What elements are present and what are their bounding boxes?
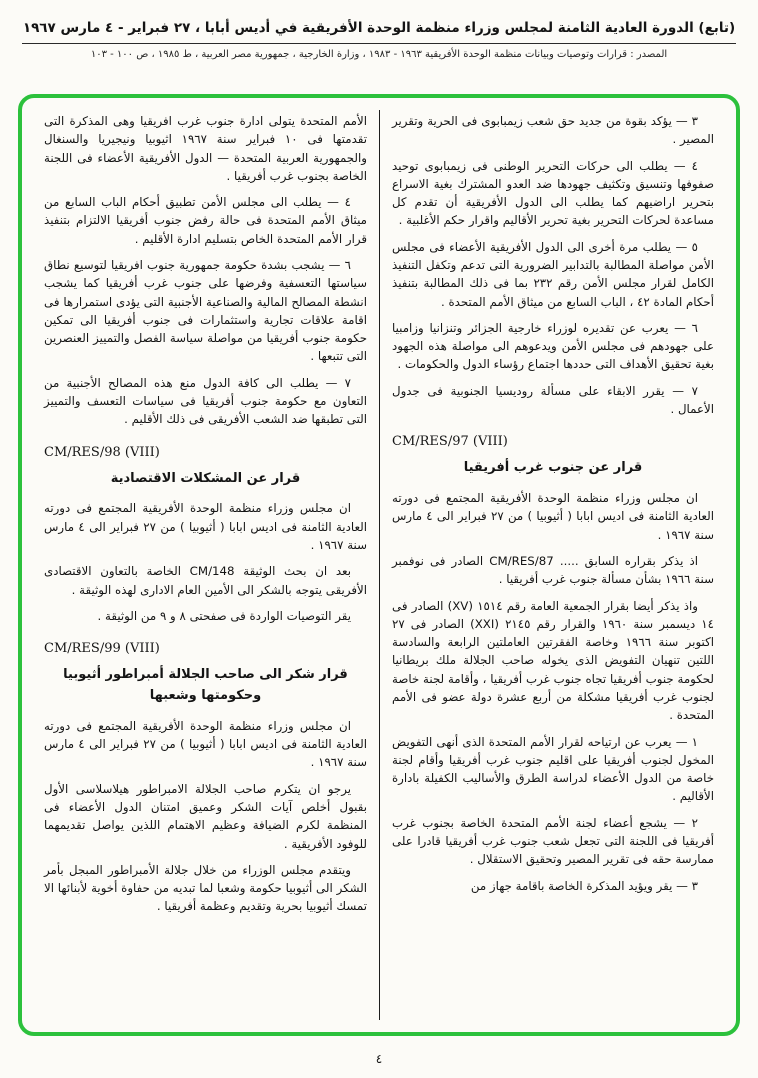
paragraph: ٣ — يقر ويؤيد المذكرة الخاصة باقامة جهاز من <box>470 878 698 893</box>
resolution-code: CM/RES/97 (VIII) <box>392 434 508 450</box>
session-title: (تابع) الدورة العادية الثامنة لمجلس وزراء منظمة الوحدة الأفريقية في أديس أبابا ، ٢٧ فبراير - ٤ مارس ١٩٦٧ <box>22 20 736 36</box>
paragraph: ٧ — يقرر الابقاء على مسألة روديسيا الجنوبية فى جدول الأعمال . <box>392 383 714 416</box>
paragraph: ٦ — يشجب بشدة حكومة جمهورية جنوب افريقيا لتوسيع نطاق سياستها التعسفية وفرضها على جنوب غرب أفريقيا كما يشجب انشطة المصالح المالية والصناعية الأجنبية التى يؤدى استمرارها فى اقامة علاقات تجارية واستثمارات فى جنوب أفريقيا الى تمكين حكومة جنوب أفريقيا من مواصلة سياسة الفصل والتمييز العنصرين التى تتبعها . <box>44 257 367 364</box>
paragraph: ٥ — يطلب مرة أخرى الى الدول الأفريقية الأعضاء فى مجلس الأمن مواصلة المطالبة بالتدابير الضرورية التى تدعم وتكفل التنفيذ الكامل لقرار مجلس الأمن رقم ٢٣٢ بما فى ذلك المطالبة بتنفيذ أحكام المادة ٤٢ ، الباب السابع من ميثاق الأمم المتحدة . <box>392 239 715 309</box>
paragraph: بعد ان بحث الوثيقة CM/148 الخاصة بالتعاون الاقتصادى الأفريقى يتوجه بالشكر الى الأمين العام الادارى لهذه الوثيقة . <box>44 564 367 597</box>
header-divider <box>22 43 736 44</box>
resolution-code: CM/RES/98 (VIII) <box>44 444 160 460</box>
paragraph: اذ يذكر بقراره السابق ..... CM/RES/87 الصادر فى نوفمبر سنة ١٩٦٦ بشأن مسألة جنوب غرب أفريقيا . <box>392 554 714 587</box>
resolution-title: قرار شكر الى صاحب الجلالة أمبراطور أثيوبيا وحكومتها وشعبها <box>63 667 348 704</box>
paragraph: ان مجلس وزراء منظمة الوحدة الأفريقية المجتمع فى دورته العادية الثامنة فى اديس ابابا ( أثيوبيا ) من ٢٧ فبراير الى ٤ مارس سنة ١٩٦٧ . <box>392 491 714 542</box>
page-number: ٤ <box>375 1052 383 1066</box>
paragraph: ٤ — يطلب الى حركات التحرير الوطنى فى زيمبابوى توحيد صفوفها وتنسيق وتكثيف جهودها ضد العدو المشترك بغية الاسراع بتحرير اراضيهم كما يطلب الى الدول الأفريقية أن تقدم كل مساعدة لحركات التحرير بغية تحرير الأقاليم واقرار حكم الأغلبية . <box>392 158 714 228</box>
resolution-code: CM/RES/99 (VIII) <box>44 641 160 657</box>
paragraph: واذ يذكر أيضا بقرار الجمعية العامة رقم ١٥١٤ (XV) الصادر فى ١٤ ديسمبر سنة ١٩٦٠ والقرار رقم ٢١٤٥ (XXI) الصادر فى ٢٧ اكتوبر سنة ١٩٦٦ وخاصة الفقرتين العاملتين الرابعة والسادسة اللتين تنهيان التفويض الذى يخوله صاحب الجلالة ملك بريطانيا لحكومة جنوب أفريقيا تجاه جنوب غرب أفريقيا ، وأقامة لجنة خاصة لجنوب غرب أفريقيا مشكلة من أربع عشرة دولة عضو فى الأمم المتحدة . <box>392 598 715 723</box>
two-column-layout <box>32 110 726 1020</box>
column-left <box>32 110 379 1020</box>
resolution-title: قرار عن المشكلات الاقتصادية <box>110 470 301 486</box>
paragraph: ٤ — يطلب الى مجلس الأمن تطبيق أحكام الباب السابع من ميثاق الأمم المتحدة فى حالة رفض جنوب أفريقيا الالتزام بتنفيذ قرار الأمم المتحدة الخاص بتسليم ادارة الأقليم . <box>44 195 367 246</box>
paragraph: ٧ — يطلب الى كافة الدول منع هذه المصالح الأجنبية من التعاون مع حكومة جنوب أفريقيا فى سياسات التعسف والتمييز التى تطبقها ضد الشعب الأفريقى فى ذلك الأقليم . <box>44 375 367 427</box>
paragraph: يرجو ان يتكرم صاحب الجلالة الامبراطور هيلاسلاسى الأول بقبول أخلص آيات الشكر وعميق امتنان الدول الأعضاء فى المنظمة لكرم الضيافة وعظيم الاهتمام اللذين يواصل تقديمهما للوفود الأفريقية . <box>44 781 367 851</box>
paragraph: ان مجلس وزراء منظمة الوحدة الأفريقية المجتمع فى دورته العادية الثامنة فى اديس ابابا ( أثيوبيا ) من ٢٧ فبراير الى ٤ مارس سنة ١٩٦٧ . <box>44 501 368 552</box>
paragraph: ٦ — يعرب عن تقديره لوزراء خارجية الجزائر وتنزانيا وزامبيا على جهودهم فى مجلس الأمن ويدعوهم الى مواصلة هذه الجهود بغية تحقيق الأهداف التى حددها اجتماع رؤساء الدول والحكومات . <box>392 320 714 372</box>
paragraph: ان مجلس وزراء منظمة الوحدة الأفريقية المجتمع فى دورته العادية الثامنة فى اديس ابابا ( أثيوبيا ) من ٢٧ فبراير الى ٤ مارس سنة ١٩٦٧ . <box>44 718 368 770</box>
page-header <box>0 0 758 62</box>
resolution-title: قرار عن جنوب غرب أفريقيا <box>463 460 643 476</box>
paragraph: يقر التوصيات الواردة فى صفحتى ٨ و ٩ من الوثيقة . <box>97 608 351 623</box>
paragraph: ٢ — يشجع أعضاء لجنة الأمم المتحدة الخاصة بجنوب غرب أفريقيا فى اللجنة التى تجعل شعب جنوب غرب أفريقيا قادرا على ممارسة حقه فى تقرير المصير وتحقيق الاستقلال . <box>392 815 714 867</box>
paragraph: ١ — يعرب عن ارتياحه لقرار الأمم المتحدة الذى أنهى التفويض المخول لجنوب أفريقيا على اقليم جنوب غرب أفريقيا وأقام لجنة خاصة من الدول الأعضاء لدراسة الطرق والأساليب الكفيلة بادارة الأقاليم . <box>392 734 714 804</box>
column-right <box>379 110 726 1020</box>
paragraph: ويتقدم مجلس الوزراء من خلال جلالة الأمبراطور المبجل بأمر الشكر الى أثيوبيا حكومة وشعبا لما تبديه من حفاوة أخوية لأبنائها الا تمسك أثيوبيا بحرية وتقديم وعظمة أفريقيا . <box>44 862 367 914</box>
paragraph: ٣ — يؤكد بقوة من جديد حق شعب زيمبابوى فى الحرية وتقرير المصير . <box>392 114 714 147</box>
scanned-document-frame <box>18 94 740 1036</box>
source-line: المصدر : قرارات وتوصيات وبيانات منظمة الوحدة الأفريقية ١٩٦٣ - ١٩٨٣ ، وزارة الخارجية ، جمهورية مصر العربية ، ط ١٩٨٥ ، ص ١٠٠ - ١٠٣ <box>90 49 668 61</box>
paragraph: الأمم المتحدة يتولى ادارة جنوب غرب افريقيا وهى المذكرة التى تقدمتها فى ١٠ فبراير سنة ١٩٦٧ اثيوبيا ونيجيريا والسنغال والجمهورية العربية المتحدة — الدول الأفريقية الأعضاء فى اللجنة الخاصة بجنوب غرب أفريقيا . <box>44 114 368 183</box>
